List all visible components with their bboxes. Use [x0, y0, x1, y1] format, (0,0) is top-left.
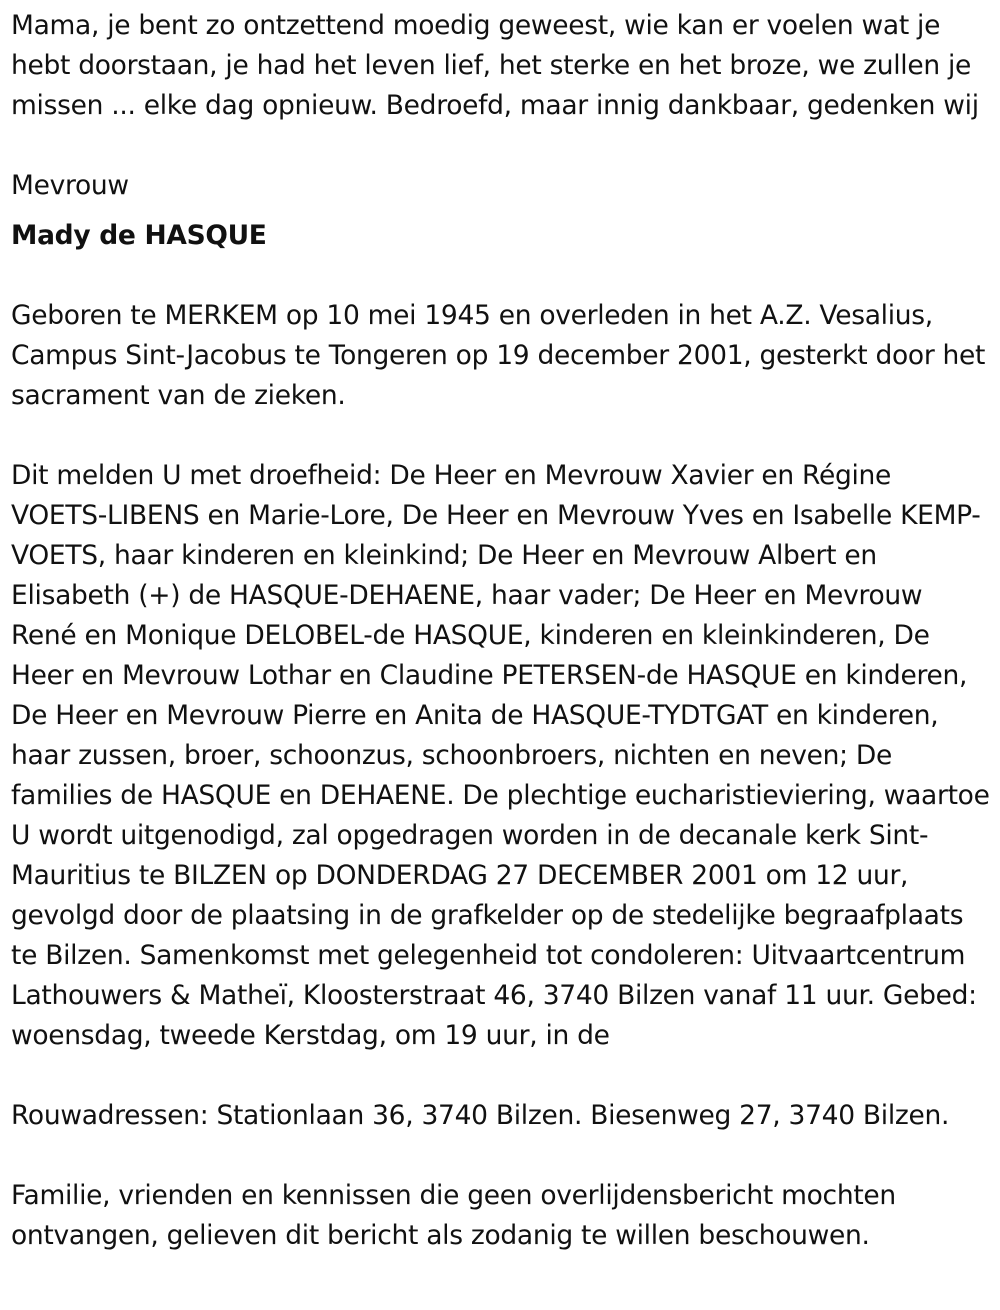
- salutation: Mevrouw: [11, 170, 129, 201]
- birth-death-paragraph: Geboren te MERKEM op 10 mei 1945 en overleden in het A.Z. Vesalius, Campus Sint-Jacobus te Tongeren op 19 december 2001, gesterkt door het sacrament van de zieken.: [11, 300, 986, 411]
- spacer: [11, 206, 990, 216]
- closing-paragraph: Familie, vrienden en kennissen die geen overlijdensbericht mochten ontvangen, gelieven dit bericht als zodanig te willen beschouwen.: [11, 1180, 896, 1251]
- spacer: [11, 416, 990, 456]
- intro-paragraph: Mama, je bent zo ontzettend moedig geweest, wie kan er voelen wat je hebt doorstaan, je had het leven lief, het sterke en het broze, we zullen je missen ... elke dag opnieuw. Bedroefd, maar innig dankbaar, gedenken wij: [11, 10, 979, 121]
- spacer: [11, 126, 990, 166]
- deceased-name: Mady de HASQUE: [11, 220, 267, 251]
- addresses-paragraph: Rouwadressen: Stationlaan 36, 3740 Bilzen. Biesenweg 27, 3740 Bilzen.: [11, 1100, 950, 1131]
- announcement-paragraph: Dit melden U met droefheid: De Heer en Mevrouw Xavier en Régine VOETS-LIBENS en Marie-Lore, De Heer en Mevrouw Yves en Isabelle KEMP-VOETS, haar kinderen en kleinkind; De Heer en Mevrouw Albert en Elisabeth (+) de HASQUE-DEHAENE, haar vader; De Heer en Mevrouw René en Monique DELOBEL-de HASQUE, kinderen en kleinkinderen, De Heer en Mevrouw Lothar en Claudine PETERSEN-de HASQUE en kinderen, De Heer en Mevrouw Pierre en Anita de HASQUE-TYDTGAT en kinderen, haar zussen, broer, schoonzus, schoonbroers, nichten en neven; De families de HASQUE en DEHAENE. De plechtige eucharistieviering, waartoe U wordt uitgenodigd, zal opgedragen worden in de decanale kerk Sint-Mauritius te BILZEN op DONDERDAG 27 DECEMBER 2001 om 12 uur, gevolgd door de plaatsing in de grafkelder op de stedelijke begraafplaats te Bilzen. Samenkomst met gelegenheid tot condoleren: Uitvaartcentrum Lathouwers & Matheï, Kloosterstraat 46, 3740 Bilzen vanaf 11 uur. Gebed: woensdag, tweede Kerstdag, om 19 uur, in de: [11, 460, 990, 1051]
- spacer: [11, 256, 990, 296]
- spacer: [11, 1056, 990, 1096]
- spacer: [11, 1136, 990, 1176]
